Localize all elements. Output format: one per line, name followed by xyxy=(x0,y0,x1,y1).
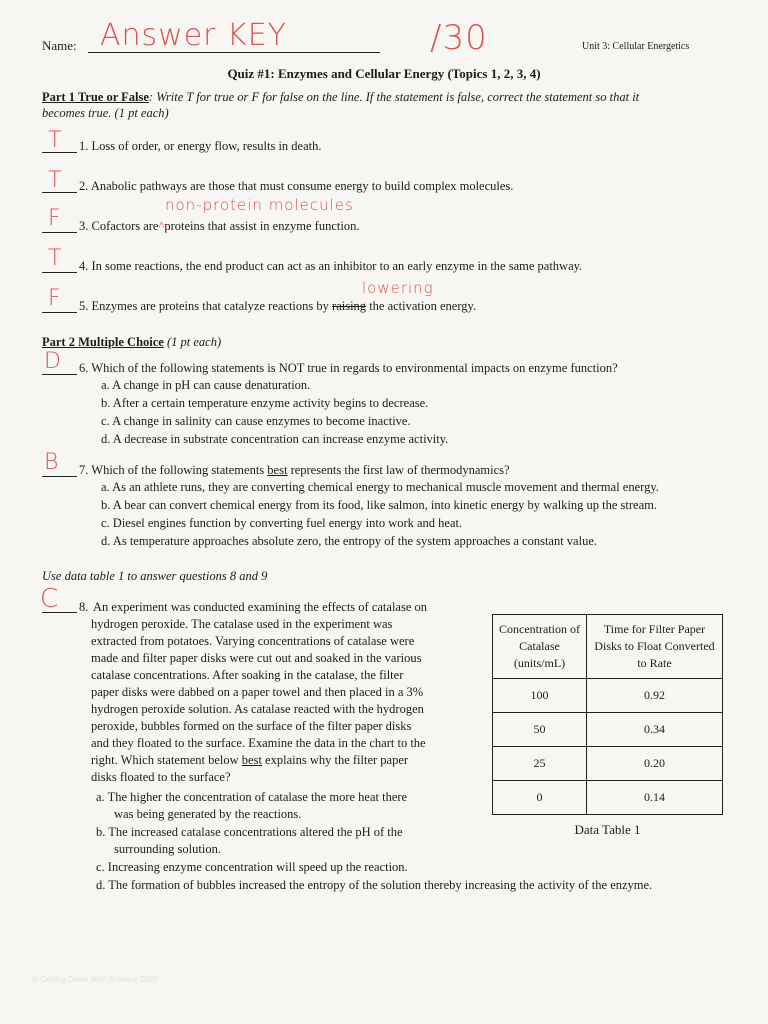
unit-label: Unit 3: Cellular Energetics xyxy=(582,41,690,52)
question-5: 5. Enzymes are proteins that catalyze reactions by raising the activation energy. xyxy=(79,299,477,313)
q6-choice-c: c. A change in salinity can cause enzymes to become inactive. xyxy=(101,414,411,428)
part1-instructions-cont: becomes true. (1 pt each) xyxy=(42,106,169,120)
table-cell: 0.92 xyxy=(587,679,723,713)
correction-5: lowering xyxy=(362,279,434,297)
part2-heading-line: Part 2 Multiple Choice (1 pt each) xyxy=(42,335,222,349)
table-header-row xyxy=(493,615,723,679)
table-cell: 0.14 xyxy=(587,781,723,815)
name-answer: Answer KEY xyxy=(100,18,287,53)
q6-choice-d: d. A decrease in substrate concentration can increase enzyme activity. xyxy=(101,432,449,446)
table-row xyxy=(493,747,723,781)
answer-7: B xyxy=(44,450,60,475)
q8-line-3: extracted from potatoes. Varying concentrations of catalase were xyxy=(91,634,415,648)
q8-line-2: hydrogen peroxide. The catalase used in the experiment was xyxy=(91,617,393,631)
q8-line-7: hydrogen peroxide solution. As catalase reacted with the hydrogen xyxy=(91,702,424,716)
table-caption: Data Table 1 xyxy=(574,822,641,837)
table-cell: 0.34 xyxy=(587,713,723,747)
answer-5: F xyxy=(48,286,62,311)
q8-line-1: An experiment was conducted examining the effects of catalase on xyxy=(93,600,428,614)
data-table-1 xyxy=(492,614,723,815)
data-note: Use data table 1 to answer questions 8 and 9 xyxy=(42,569,268,583)
part1-heading: Part 1 True or False xyxy=(42,90,149,104)
q8-choice-b: b. The increased catalase concentrations altered the pH of the xyxy=(96,825,403,839)
q8-line-11: disks floated to the surface? xyxy=(91,770,231,784)
q8-line-8: peroxide, bubbles formed on the surface of the filter paper disks xyxy=(91,719,412,733)
q8-num: 8. xyxy=(79,600,89,614)
table-cell: 50 xyxy=(493,713,587,747)
table-row xyxy=(493,713,723,747)
name-label: Name: xyxy=(42,38,77,53)
table-cell: 0 xyxy=(493,781,587,815)
table-row xyxy=(493,679,723,713)
answer-2: T xyxy=(48,168,63,193)
q8-choice-c: c. Increasing enzyme concentration will speed up the reaction. xyxy=(96,860,408,874)
table-header-concentration: Concentration of Catalase (units/mL) xyxy=(493,615,587,679)
question-1: 1. Loss of order, or energy flow, results in death. xyxy=(79,139,322,153)
part1-instructions: Part 1 True or False: Write T for true or F for false on the line. If the statement is false, correct the statement so that it xyxy=(42,90,640,104)
q8-choice-d: d. The formation of bubbles increased the entropy of the solution thereby increasing the activity of the enzyme. xyxy=(96,878,653,892)
q8-line-4: made and filter paper disks were cut out and soaked in the various xyxy=(91,651,422,665)
q7-choice-c: c. Diesel engines function by converting fuel energy into work and heat. xyxy=(101,516,463,530)
question-4: 4. In some reactions, the end product can act as an inhibitor to an early enzyme in the same pathway. xyxy=(79,259,583,273)
question-3: 3. Cofactors are^proteins that assist in enzyme function. xyxy=(79,219,360,233)
answer-4: T xyxy=(48,246,63,271)
copyright-watermark: © Getting Down With Science 2020 xyxy=(32,975,158,984)
q7-choice-a: a. As an athlete runs, they are converting chemical energy to mechanical muscle movement and thermal energy. xyxy=(101,480,659,494)
question-7: 7. Which of the following statements best represents the first law of thermodynamics? xyxy=(79,463,510,477)
question-2: 2. Anabolic pathways are those that must consume energy to build complex molecules. xyxy=(79,179,514,193)
q6-choice-a: a. A change in pH can cause denaturation. xyxy=(101,378,311,392)
q7-choice-d: d. As temperature approaches absolute zero, the entropy of the system approaches a constant value. xyxy=(101,534,598,548)
q6-choice-b: b. After a certain temperature enzyme activity begins to decrease. xyxy=(101,396,429,410)
table-row xyxy=(493,781,723,815)
q8-line-5: catalase concentrations. After soaking in the catalase, the filter xyxy=(91,668,404,682)
score-total: /30 xyxy=(430,18,488,58)
q8-line-6: paper disks were dabbed on a paper towel and then placed in a 3% xyxy=(91,685,424,699)
q7-choice-b: b. A bear can convert chemical energy from its food, like salmon, into kinetic energy by walking up the stream. xyxy=(101,498,657,512)
q8-line-10: right. Which statement below best explains why the filter paper xyxy=(91,753,409,767)
struck-word: raising xyxy=(332,299,367,313)
q8-line-9: and they floated to the surface. Examine the data in the chart to the xyxy=(91,736,426,750)
table-cell: 100 xyxy=(493,679,587,713)
q8-choice-a-cont: was being generated by the reactions. xyxy=(114,807,302,821)
answer-8: C xyxy=(40,584,60,614)
table-cell: 0.20 xyxy=(587,747,723,781)
question-6: 6. Which of the following statements is NOT true in regards to environmental impacts on enzyme function? xyxy=(79,361,618,375)
table-header-rate: Time for Filter Paper Disks to Float Converted to Rate xyxy=(587,615,723,679)
quiz-title: Quiz #1: Enzymes and Cellular Energy (Topics 1, 2, 3, 4) xyxy=(227,66,541,81)
answer-6: D xyxy=(44,349,62,374)
correction-3: non-protein molecules xyxy=(165,196,354,214)
q8-choice-b-cont: surrounding solution. xyxy=(114,842,221,856)
table-cell: 25 xyxy=(493,747,587,781)
answer-1: T xyxy=(48,128,63,153)
q8-choice-a: a. The higher the concentration of catalase the more heat there xyxy=(96,790,408,804)
answer-3: F xyxy=(48,206,62,231)
part2-heading: Part 2 Multiple Choice xyxy=(42,335,164,349)
